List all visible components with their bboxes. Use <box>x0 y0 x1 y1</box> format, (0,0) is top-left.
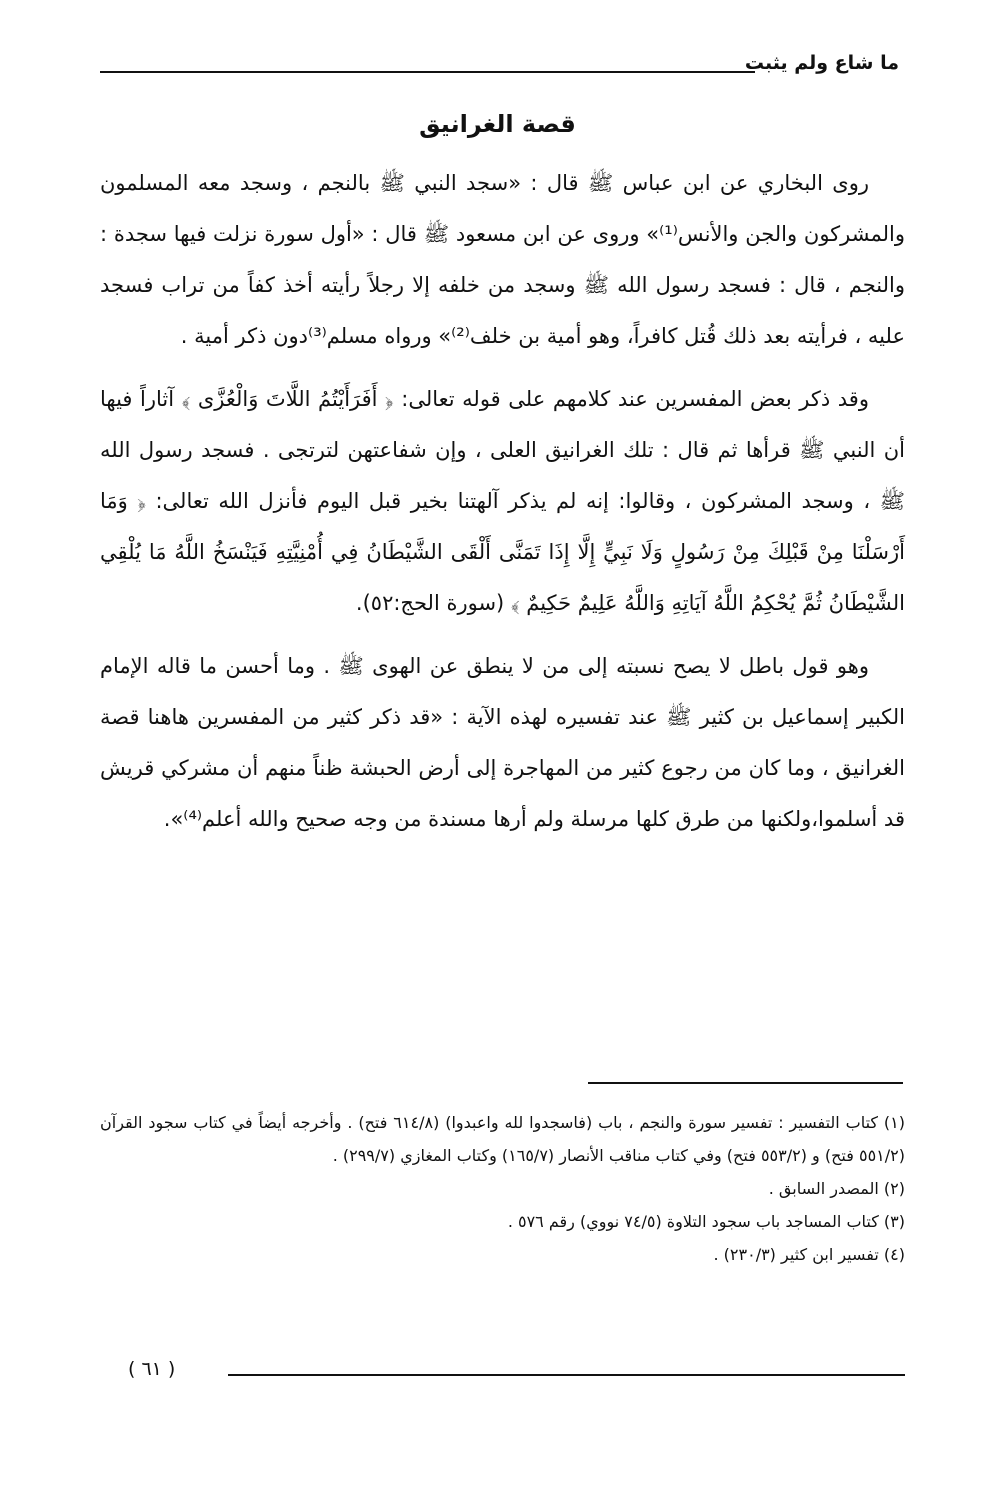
footer-rule <box>228 1374 905 1376</box>
paragraph-2: وقد ذكر بعض المفسرين عند كلامهم على قوله تعالى: ﴿ أَفَرَأَيْتُمُ اللَّاتَ وَالْعُزَّى ﴾ آثاراً فيها أن النبي ﷺ قرأها ثم قال : تلك الغرانيق العلى ، وإن شفاعتهن لترتجى . فسجد رسول الله ﷺ ، وسجد المشركون ، وقالوا: إنه لم يذكر آلهتنا بخير قبل اليوم فأنزل الله تعالى: ﴿ وَمَا أَرْسَلْنَا مِنْ قَبْلِكَ مِنْ رَسُولٍ وَلَا نَبِيٍّ إِلَّا إِذَا تَمَنَّى أَلْقَى الشَّيْطَانُ فِي أُمْنِيَّتِهِ فَيَنْسَخُ اللَّهُ مَا يُلْقِي الشَّيْطَانُ ثُمَّ يُحْكِمُ اللَّهُ آيَاتِهِ وَاللَّهُ عَلِيمٌ حَكِيمٌ ﴾ (سورة الحج:٥٢). <box>100 387 905 615</box>
footnote-1: (١) كتاب التفسير : تفسير سورة والنجم ، باب (فاسجدوا لله واعبدوا) (٦١٤/٨ فتح) . وأخرجه أيضاً في كتاب سجود القرآن (٥٥١/٢ فتح) و (٥٥٣/٢ فتح) وفي كتاب مناقب الأنصار (١٦٥/٧) وكتاب المغازي (٢٩٩/٧) . <box>100 1113 905 1165</box>
footnote-rule <box>588 1082 903 1084</box>
body-text <box>100 158 905 857</box>
running-header-title: ما شاع ولم يثبت <box>744 52 899 74</box>
footnote-2: (٢) المصدر السابق . <box>768 1179 905 1198</box>
page-number: ( ٦١ ) <box>128 1358 176 1380</box>
footnote-3: (٣) كتاب المساجد باب سجود التلاوة (٧٤/٥ نووي) رقم ٥٧٦ . <box>507 1212 905 1231</box>
header-rule <box>100 71 755 73</box>
paragraph-3: وهو قول باطل لا يصح نسبته إلى من لا ينطق عن الهوى ﷺ . وما أحسن ما قاله الإمام الكبير إسماعيل بن كثير ﷺ عند تفسيره لهذه الآية : «قد ذكر كثير من المفسرين هاهنا قصة الغرانيق ، وما كان من رجوع كثير من المهاجرة إلى أرض الحبشة ظناً منهم أن مشركي قريش قد أسلموا،ولكنها من طرق كلها مرسلة ولم أرها مسندة من وجه صحيح والله أعلم⁽⁴⁾». <box>100 654 905 831</box>
footnote-4: (٤) تفسير ابن كثير (٢٣٠/٣) . <box>713 1245 905 1264</box>
paragraph-1: روى البخاري عن ابن عباس ﷺ قال : «سجد النبي ﷺ بالنجم ، وسجد معه المسلمون والمشركون والجن والأنس⁽¹⁾» وروى عن ابن مسعود ﷺ قال : «أول سورة نزلت فيها سجدة : والنجم ، قال : فسجد رسول الله ﷺ وسجد من خلفه إلا رجلاً رأيته أخذ كفاً من تراب فسجد عليه ، فرأيته بعد ذلك قُتل كافراً، وهو أمية بن خلف⁽²⁾» ورواه مسلم⁽³⁾دون ذكر أمية . <box>100 171 905 348</box>
footnotes <box>100 1106 905 1271</box>
section-title: قصة الغرانيق <box>419 110 576 138</box>
